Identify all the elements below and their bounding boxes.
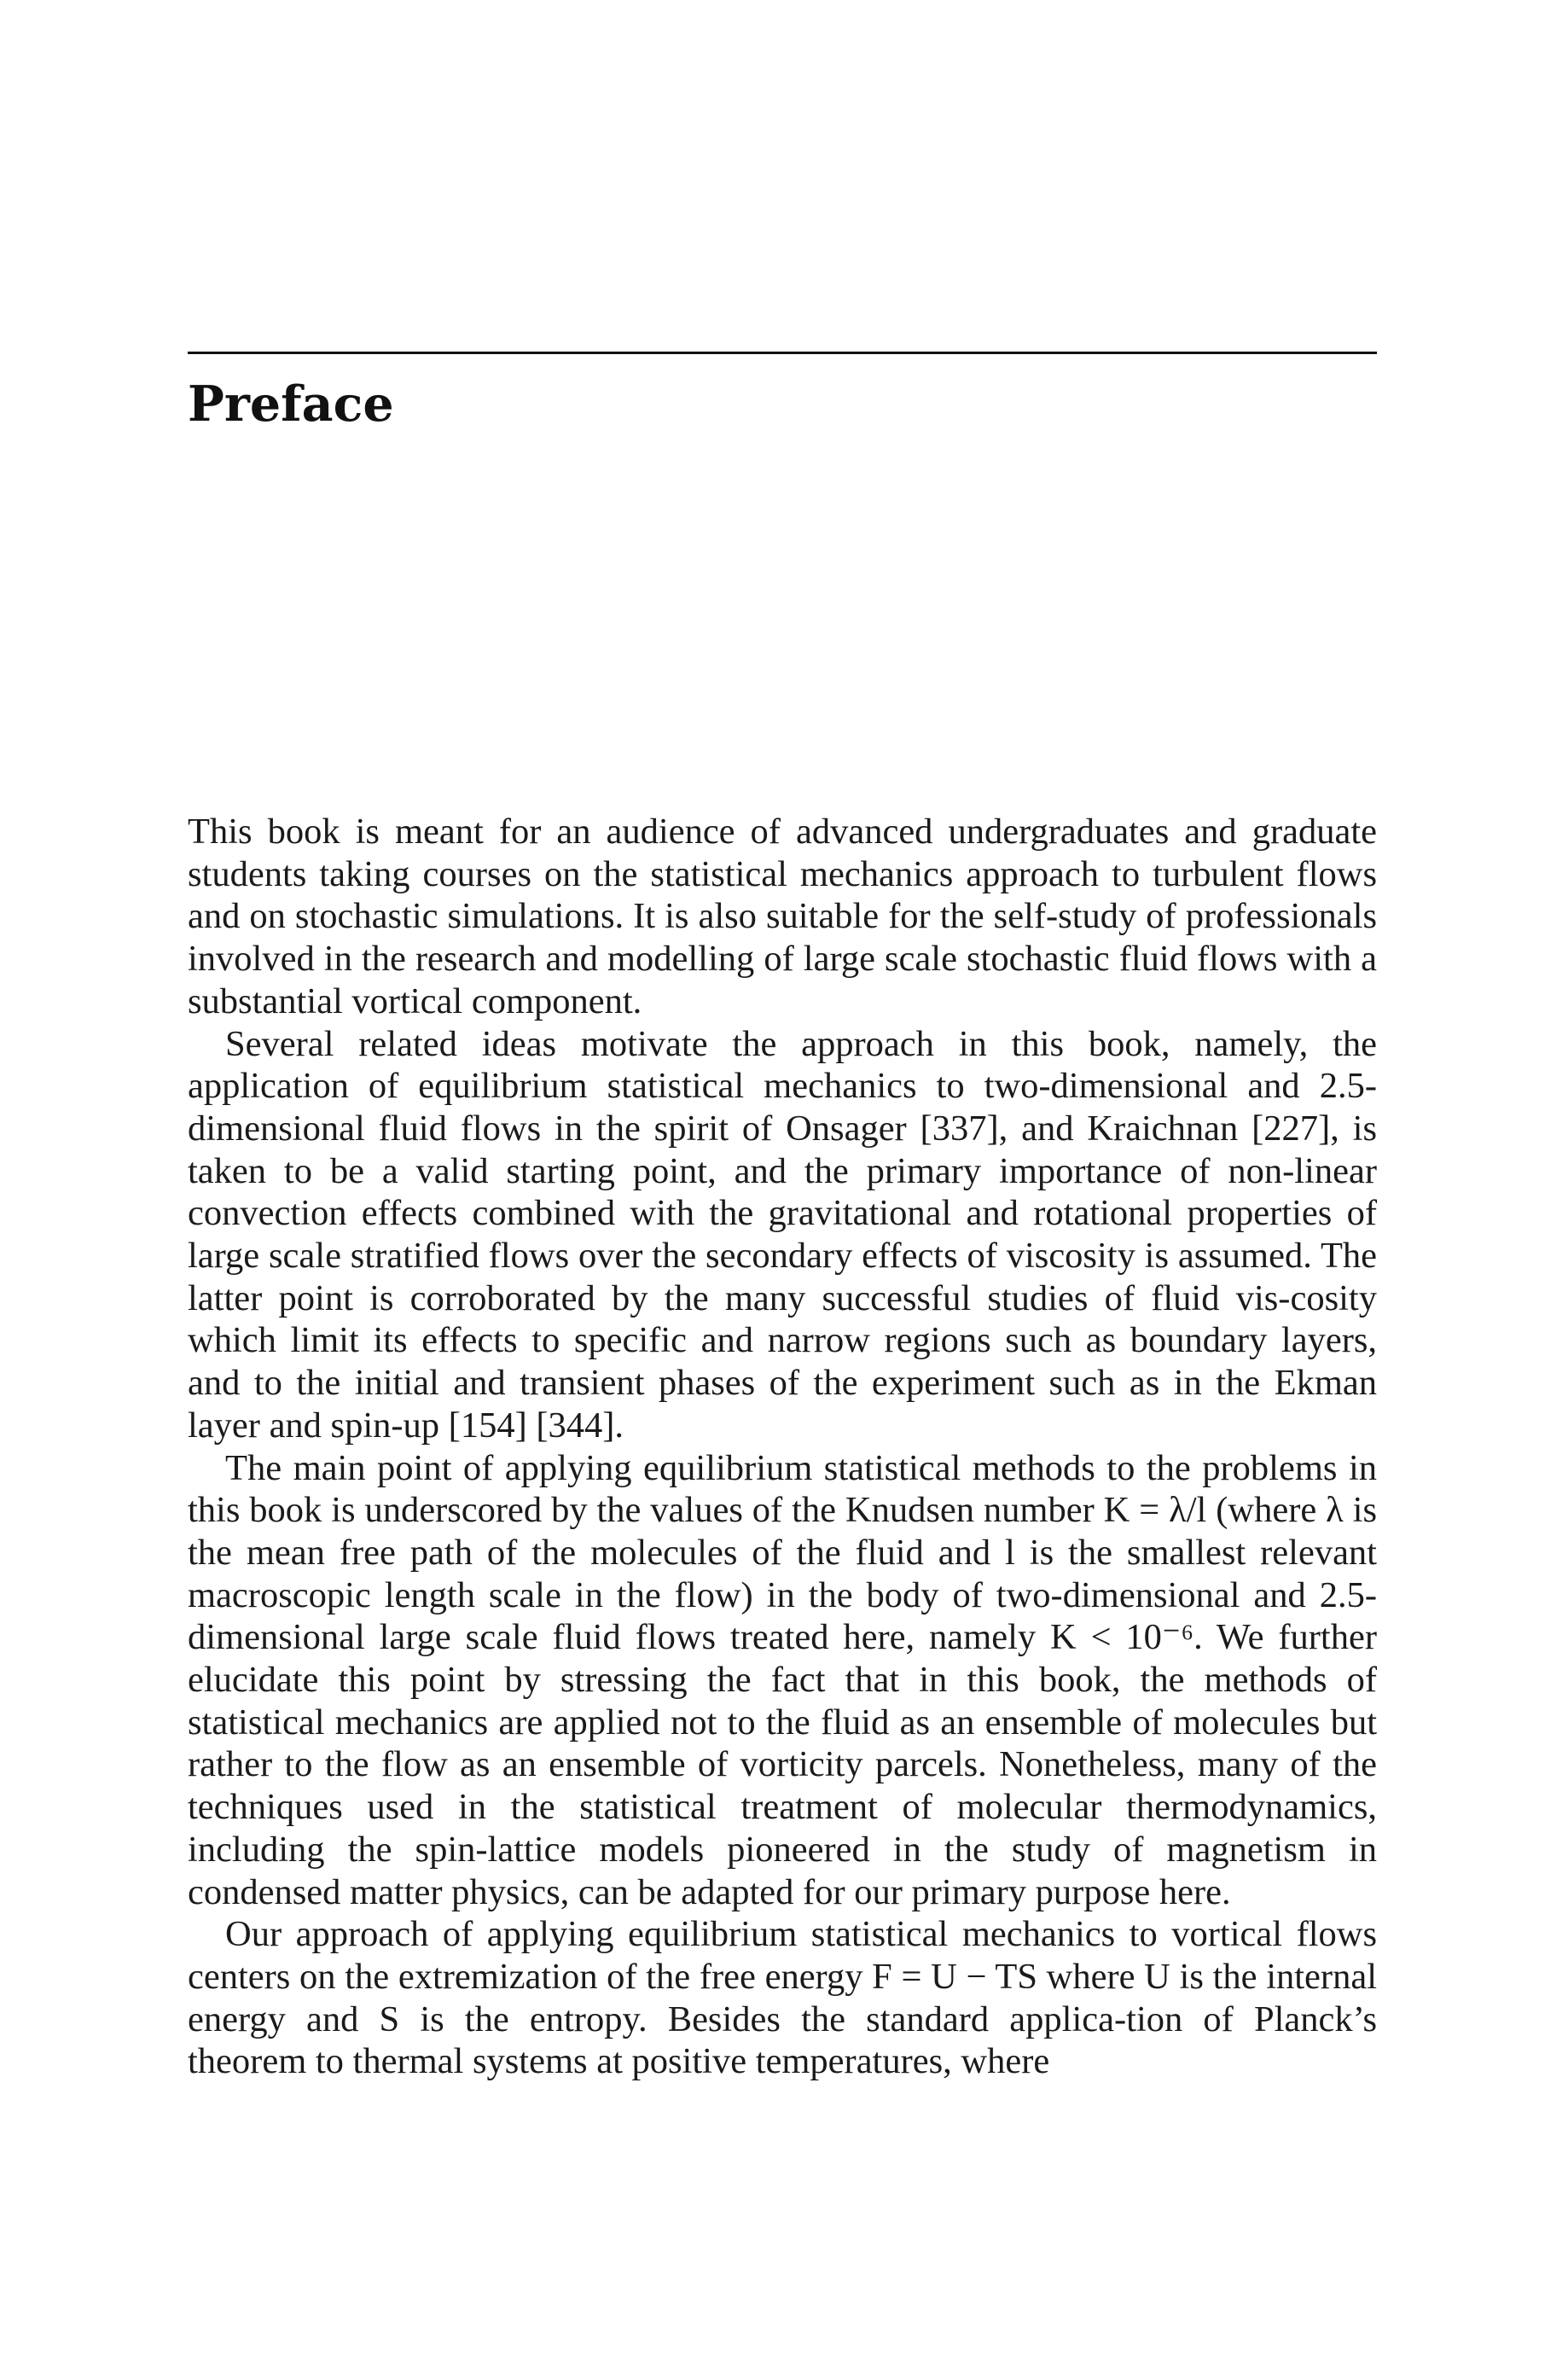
- text-line: flows centers on the extremization of the free energy F = U − TS where: [188, 1914, 1378, 1997]
- text-line: flows and on stochastic simulations. It is also suitable for the self-study of: [188, 853, 1377, 937]
- text-line: of large scale stratified flows over the secondary effects of viscosity is assumed.: [188, 1193, 1377, 1277]
- text-line: U is the internal energy and S is the entropy. Besides the standard applica-: [188, 1956, 1377, 2039]
- text-line: an ensemble of molecules but rather to the flow as an ensemble of vorticity: [188, 1702, 1378, 1785]
- text-line: layers, and to the initial and transient phases of the experiment such as in the: [188, 1320, 1378, 1404]
- paragraph-3: [188, 1447, 1377, 1914]
- text-line: primary purpose here.: [911, 1871, 1231, 1912]
- text-line: application of equilibrium statistical mechanics to two-dimensional and 2.5-: [188, 1066, 1377, 1107]
- text-line: students taking courses on the statistical mechanics approach to turbulent: [188, 853, 1284, 894]
- text-line: The main point of applying equilibrium statistical methods to the problems: [225, 1447, 1338, 1488]
- text-line: (where λ is the mean free path of the molecules of the fluid and l is the: [188, 1490, 1377, 1573]
- text-line: Ekman layer and spin-up [154] [344].: [188, 1363, 1377, 1446]
- text-line: smallest relevant macroscopic length scale in the flow) in the body of two-: [188, 1532, 1377, 1615]
- paragraph-2: [188, 1023, 1377, 1447]
- text-line: taken to be a valid starting point, and the primary importance of non-linear: [188, 1150, 1377, 1191]
- text-line: the study of magnetism in condensed matter physics, can be adapted for our: [188, 1829, 1378, 1912]
- paragraph-4: [188, 1913, 1377, 2083]
- text-line: K < 10⁻⁶. We further elucidate this point by stressing the fact that in this: [188, 1617, 1377, 1701]
- text-line: tion of Planck’s theorem to thermal systems at positive temperatures, where: [188, 1999, 1377, 2082]
- text-line: dimensional fluid flows in the spirit of Onsager [337], and Kraichnan [227], is: [188, 1108, 1377, 1149]
- chapter-title: Preface: [188, 375, 394, 433]
- text-line: of molecular thermodynamics, including the spin-lattice models pioneered in: [188, 1787, 1377, 1870]
- text-line: in this book is underscored by the values of the Knudsen number K = λ/l: [188, 1447, 1378, 1531]
- text-line: The latter point is corroborated by the many successful studies of fluid vis-: [188, 1236, 1378, 1318]
- text-line: convection effects combined with the gravitational and rotational properties: [188, 1193, 1333, 1234]
- text-line: dimensional and 2.5-dimensional large scale fluid flows treated here, namely: [188, 1574, 1378, 1658]
- text-line: Our approach of applying equilibrium statistical mechanics to vortical: [225, 1914, 1283, 1955]
- text-line: professionals involved in the research and modelling of large scale stochastic: [188, 896, 1378, 980]
- preface-body: [188, 811, 1377, 2083]
- text-line: Several related ideas motivate the approach in this book, namely, the: [225, 1023, 1377, 1064]
- text-line: book, the methods of statistical mechanics are applied not to the fluid as: [188, 1660, 1378, 1743]
- text-line: parcels. Nonetheless, many of the techniques used in the statistical treatment: [188, 1744, 1377, 1828]
- text-line: cosity which limit its effects to specific and narrow regions such as boundary: [188, 1277, 1377, 1361]
- text-line: This book is meant for an audience of advanced undergraduates and graduate: [188, 812, 1377, 852]
- paragraph-1: [188, 811, 1377, 1023]
- text-line: fluid flows with a substantial vortical component.: [188, 939, 1377, 1021]
- header-rule: [188, 352, 1377, 354]
